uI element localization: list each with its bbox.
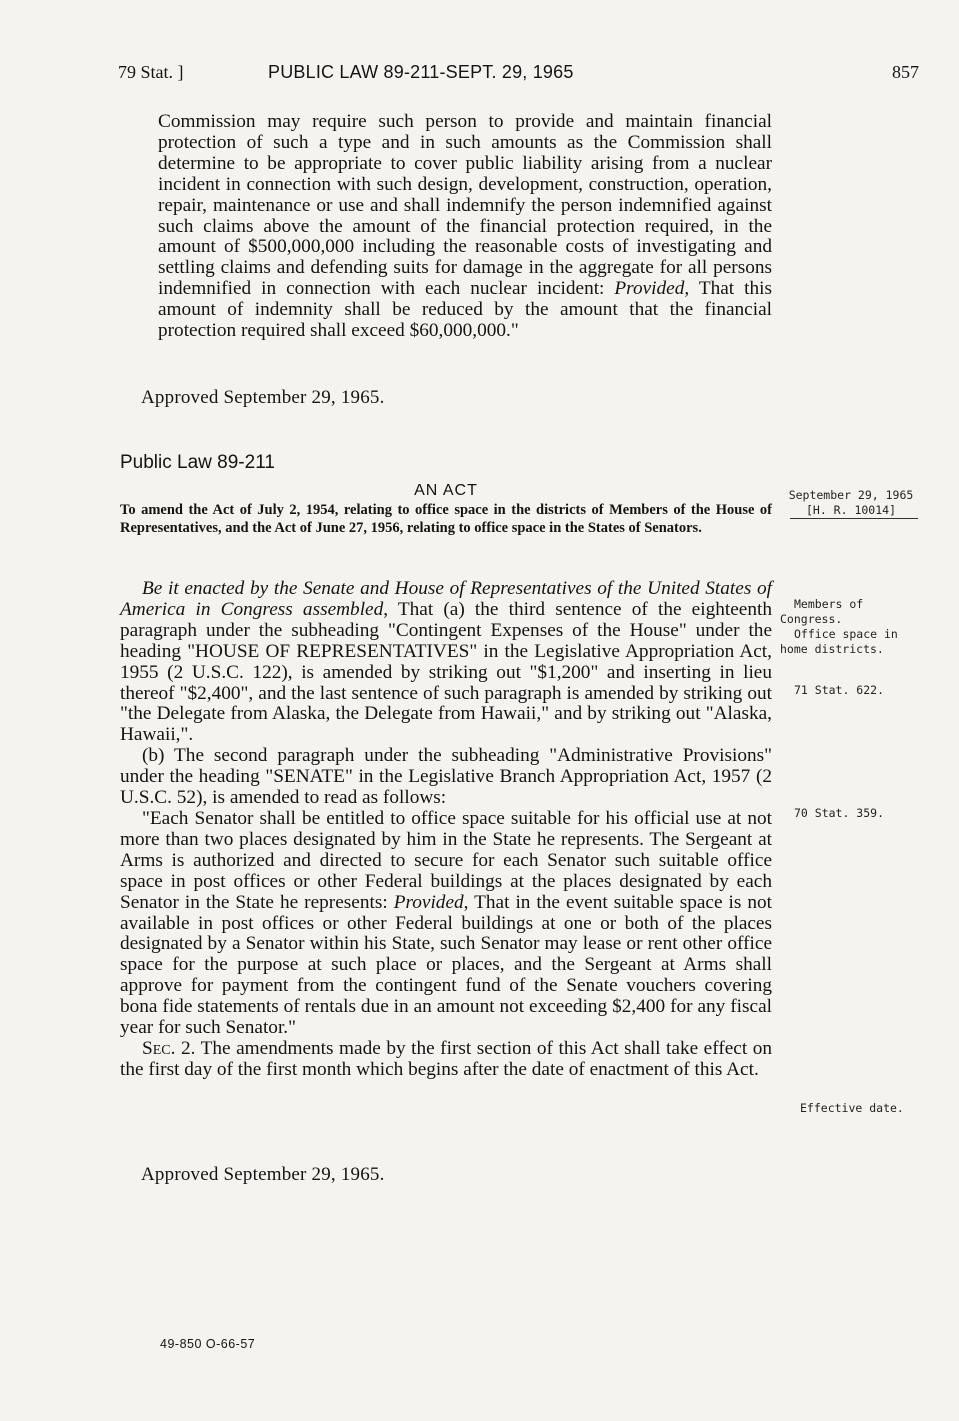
margin-stat-70: 70 Stat. 359. xyxy=(794,806,885,820)
section-2 xyxy=(120,1039,772,1081)
continued-text-end: , That this amount of indemnity shall be reduced by the amount that the financial protection required shall exceed $60,000,000." xyxy=(158,278,772,342)
act-heading: AN ACT xyxy=(414,482,478,499)
margin-office-2: home districts. xyxy=(780,642,884,656)
section-a-text: , That (a) the third sentence of the eighteenth paragraph under the subheading "Contingent Expenses of the House" under the heading "HOUSE OF REPRESENTATIVES" in the Legislative Appropriation Act, 1955 (2 U.S.C. 122), is amended by striking out "$1,200" and inserting in lieu thereof "$2,400", and the last sentence of such paragraph is amended by striking out "the Delegate from Alaska, the Delegate from Hawaii," and by striking out "Alaska, Hawaii,". xyxy=(120,598,772,746)
enacting-clause: Be it enacted by the Senate and House of Representatives of the United States of America in Congress assembled xyxy=(120,578,772,620)
continued-text: Commission may require such person to provide and maintain financial protection of such a type and in such amounts as the Commission shall determine to be appropriate to cover public liability arising from a nuclear incident in connection with such design, development, construction, operation, repair, maintenance or use and shall indemnify the person indemnified against such claims above the amount of the financial protection required, in the amount of $500,000,000 including the reasonable costs of investigating and settling claims and defending suits for damage in the aggregate for all persons indemnified in connection with each nuclear incident: xyxy=(158,111,772,300)
margin-bill-number: [H. R. 10014] xyxy=(805,503,896,517)
quoted-paragraph xyxy=(120,809,772,1039)
section-2-text: The amendments made by the first section of this Act shall take effect on the first day of the first month which begins after the date of enactment of this Act. xyxy=(120,1037,773,1080)
stat-reference: 79 Stat. ] xyxy=(118,62,184,82)
margin-stat-71: 71 Stat. 622. xyxy=(794,683,885,697)
continued-paragraph xyxy=(158,112,772,342)
page-number: 857 xyxy=(892,62,919,82)
print-code: 49-850 O-66-57 xyxy=(160,1337,256,1351)
page-header xyxy=(118,62,919,90)
margin-effective-date: Effective date. xyxy=(800,1101,904,1115)
section-1-a xyxy=(120,579,772,746)
act-title: To amend the Act of July 2, 1954, relating to office space in the districts of Members of the House of Representatives, and the Act of June 27, 1956, relating to office space in the States of Senators. xyxy=(120,502,772,536)
margin-office-1: Office space in xyxy=(794,627,898,641)
approval-line-2: Approved September 29, 1965. xyxy=(141,1164,385,1185)
margin-date: September 29, 1965 xyxy=(788,488,914,502)
running-title: PUBLIC LAW 89-211-SEPT. 29, 1965 xyxy=(268,62,574,82)
margin-members-1: Members of xyxy=(794,597,864,611)
proviso-word: Provided xyxy=(614,278,685,300)
section-2-label: Sec. 2. xyxy=(142,1037,196,1059)
quoted-text-end: , That in the event suitable space is not available in post offices or other Federal buildings at one or both of the places designated by a Senator within his State, such Senator may lease or rent other office space for the purpose at such place or places, and the Sergeant at Arms shall approve for payment from the contingent fund of the Senate vouchers covering bona fide statements of rentals due in an amount not exceeding $2,400 for any fiscal year for such Senator." xyxy=(120,891,772,1039)
margin-members-2: Congress. xyxy=(780,612,843,626)
act-body xyxy=(120,579,772,1081)
public-law-title: Public Law 89-211 xyxy=(120,452,275,473)
margin-rule xyxy=(790,518,918,519)
quoted-text: "Each Senator shall be entitled to office space suitable for his official use at not more than two places designated by him in the State he represents. The Sergeant at Arms is authorized and directed to secure for each Senator such suitable office space in post offices or other Federal buildings at the places designated by each Senator in the State he represents: xyxy=(120,807,772,913)
section-1-b: (b) The second paragraph under the subheading "Administrative Provisions" under the heading "SENATE" in the Legislative Branch Appropriation Act, 1957 (2 U.S.C. 52), is amended to read as follows: xyxy=(120,745,772,809)
approval-line: Approved September 29, 1965. xyxy=(141,387,385,408)
proviso-word: Provided xyxy=(393,891,464,913)
